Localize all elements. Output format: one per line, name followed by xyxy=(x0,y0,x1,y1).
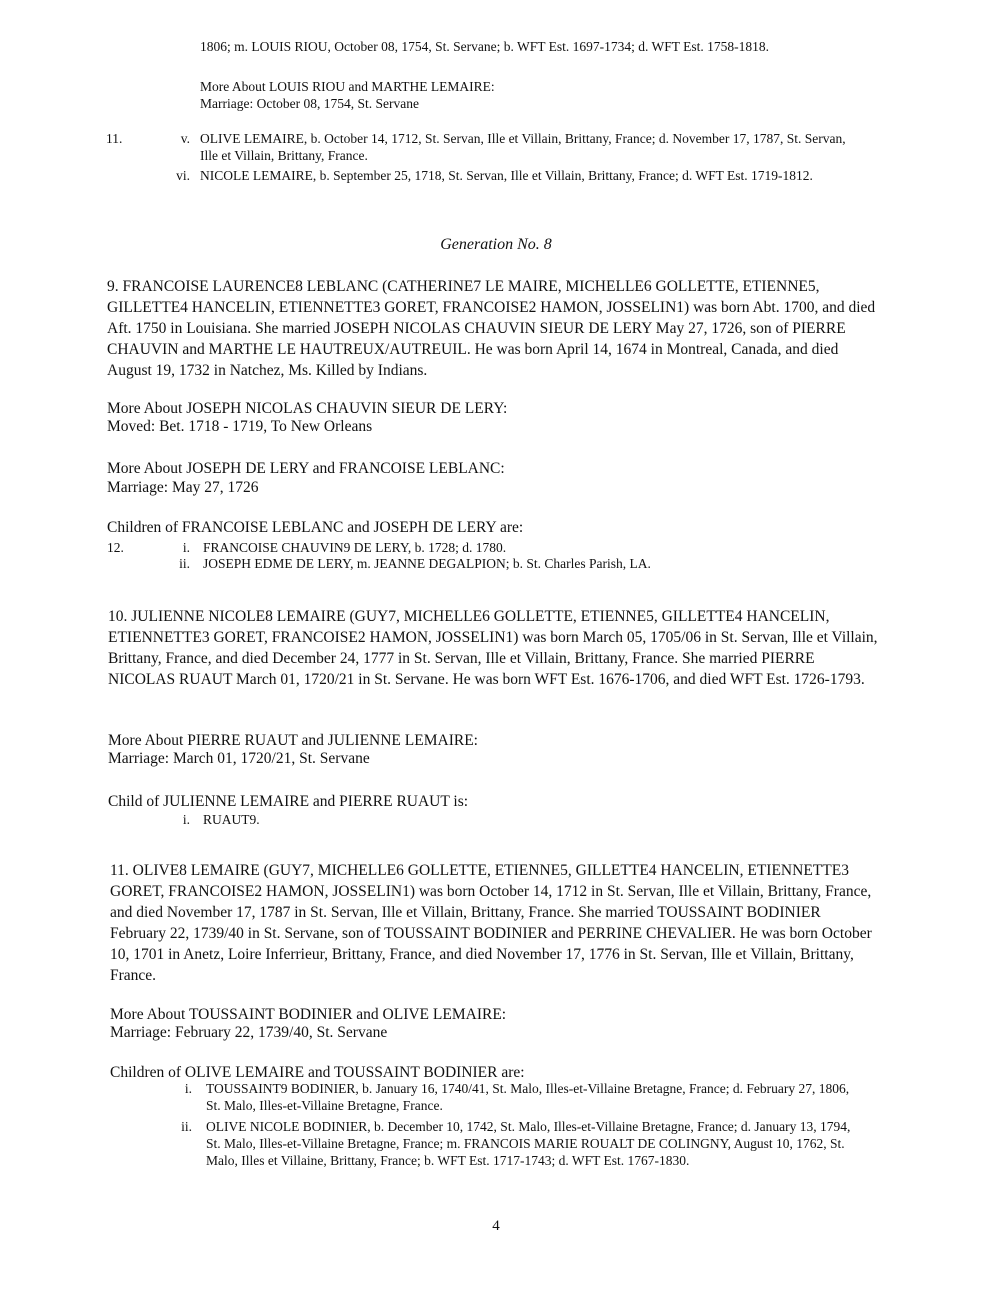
roman-numeral: i. xyxy=(184,1081,192,1096)
child-ref-number: 11. xyxy=(106,131,123,146)
more-about-heading: More About JOSEPH DE LERY and FRANCOISE LEBLANC: xyxy=(107,460,505,477)
children-heading: Children of FRANCOISE LEBLANC and JOSEPH DE LERY are: xyxy=(107,519,524,536)
list-item: FRANCOISE CHAUVIN9 DE LERY, b. 1728; d. 1780. xyxy=(203,540,507,555)
entry-paragraph: 11. OLIVE8 LEMAIRE (GUY7, MICHELLE6 GOLLETTE, ETIENNE5, GILLETTE4 HANCELIN, ETIENNETTE3 GORET, FRANCOISE2 HAMON, JOSSELIN1) was born October 14, 1712 in St. Servan, Ille et Villain, Brittany, France, and died November 17, 1787 in St. Servan, Ille et Villain, Brittany, France. She married TOUSSAINT BODINIER February 22, 1739/40 in St. Servane, son of TOUSSAINT BODINIER and PERRINE CHEVALIER. He was born October 10, 1701 in Anetz, Loire Inferrieur, Brittany, France, and died November 17, 1776 in St. Servan, Ille et Villain, Brittany, France. xyxy=(110,862,872,984)
more-about-heading: More About TOUSSAINT BODINIER and OLIVE LEMAIRE: xyxy=(110,1006,507,1023)
child-ref-number: 12. xyxy=(107,540,124,555)
more-about-heading: More About PIERRE RUAUT and JULIENNE LEMAIRE: xyxy=(108,732,478,749)
roman-numeral: i. xyxy=(182,540,190,555)
roman-numeral: ii. xyxy=(181,1119,192,1134)
marriage-line: Marriage: February 22, 1739/40, St. Servane xyxy=(110,1024,388,1041)
list-item: OLIVE LEMAIRE, b. October 14, 1712, St. Servan, Ille et Villain, Brittany, France; d. November 17, 1787, St. Servan, Ille et Villain, Brittany, France. xyxy=(200,131,846,163)
continuation-line: 1806; m. LOUIS RIOU, October 08, 1754, St. Servane; b. WFT Est. 1697-1734; d. WFT Est. 1758-1818. xyxy=(200,39,769,54)
list-item: OLIVE NICOLE BODINIER, b. December 10, 1742, St. Malo, Illes-et-Villaine Bretagne, France; d. January 13, 1794, St. Malo, Illes-et-Villaine Bretagne, France; m. FRANCOIS MARIE ROUALT DE COLINGNY, August 10, 1762, St. Malo, Illes et Villaine, Brittany, France; b. WFT Est. 1717-1743; d. WFT Est. 1767-1830. xyxy=(206,1119,851,1168)
marriage-line: Marriage: March 01, 1720/21, St. Servane xyxy=(108,750,370,767)
list-item: RUAUT9. xyxy=(203,812,260,827)
roman-numeral: i. xyxy=(182,812,190,827)
list-item: TOUSSAINT9 BODINIER, b. January 16, 1740/41, St. Malo, Illes-et-Villaine Bretagne, France; d. February 27, 1806, St. Malo, Illes-et-Villaine Bretagne, France. xyxy=(206,1081,850,1113)
marriage-line: Marriage: October 08, 1754, St. Servane xyxy=(200,96,419,111)
list-item: JOSEPH EDME DE LERY, m. JEANNE DEGALPION; b. St. Charles Parish, LA. xyxy=(203,556,651,571)
roman-numeral: vi. xyxy=(176,168,190,183)
page-number: 4 xyxy=(492,1218,500,1234)
generation-heading: Generation No. 8 xyxy=(440,236,552,253)
roman-numeral: ii. xyxy=(179,556,190,571)
entry-paragraph: 10. JULIENNE NICOLE8 LEMAIRE (GUY7, MICHELLE6 GOLLETTE, ETIENNE5, GILLETTE4 HANCELIN, ETIENNETTE3 GORET, FRANCOISE2 HAMON, JOSSELIN1) was born March 05, 1705/06 in St. Servan, Ille et Villain, Brittany, France, and died December 24, 1777 in St. Servan, Ille et Villain, Brittany, France. She married PIERRE NICOLAS RUAUT March 01, 1720/21 in St. Servane. He was born WFT Est. 1676-1706, and died WFT Est. 1726-1793. xyxy=(108,608,878,688)
more-about-heading: More About LOUIS RIOU and MARTHE LEMAIRE: xyxy=(200,79,495,94)
roman-numeral: v. xyxy=(180,131,190,146)
children-heading: Children of OLIVE LEMAIRE and TOUSSAINT BODINIER are: xyxy=(110,1064,525,1081)
entry-paragraph: 9. FRANCOISE LAURENCE8 LEBLANC (CATHERINE7 LE MAIRE, MICHELLE6 GOLLETTE, ETIENNE5, GILLETTE4 HANCELIN, ETIENNETTE3 GORET, FRANCOISE2 HAMON, JOSSELIN1) was born Abt. 1700, and died Aft. 1750 in Louisiana. She married JOSEPH NICOLAS CHAUVIN SIEUR DE LERY May 27, 1726, son of PIERRE CHAUVIN and MARTHE LE HAUTREUX/AUTREUIL. He was born April 14, 1674 in Montreal, Canada, and died August 19, 1732 in Natchez, Ms. Killed by Indians. xyxy=(107,278,876,379)
child-heading: Child of JULIENNE LEMAIRE and PIERRE RUAUT is: xyxy=(108,793,469,810)
list-item: NICOLE LEMAIRE, b. September 25, 1718, St. Servan, Ille et Villain, Brittany, France; d. WFT Est. 1719-1812. xyxy=(200,168,813,183)
marriage-line: Marriage: May 27, 1726 xyxy=(107,479,259,496)
more-about-heading: More About JOSEPH NICOLAS CHAUVIN SIEUR DE LERY: xyxy=(107,400,508,417)
moved-line: Moved: Bet. 1718 - 1719, To New Orleans xyxy=(107,418,373,435)
